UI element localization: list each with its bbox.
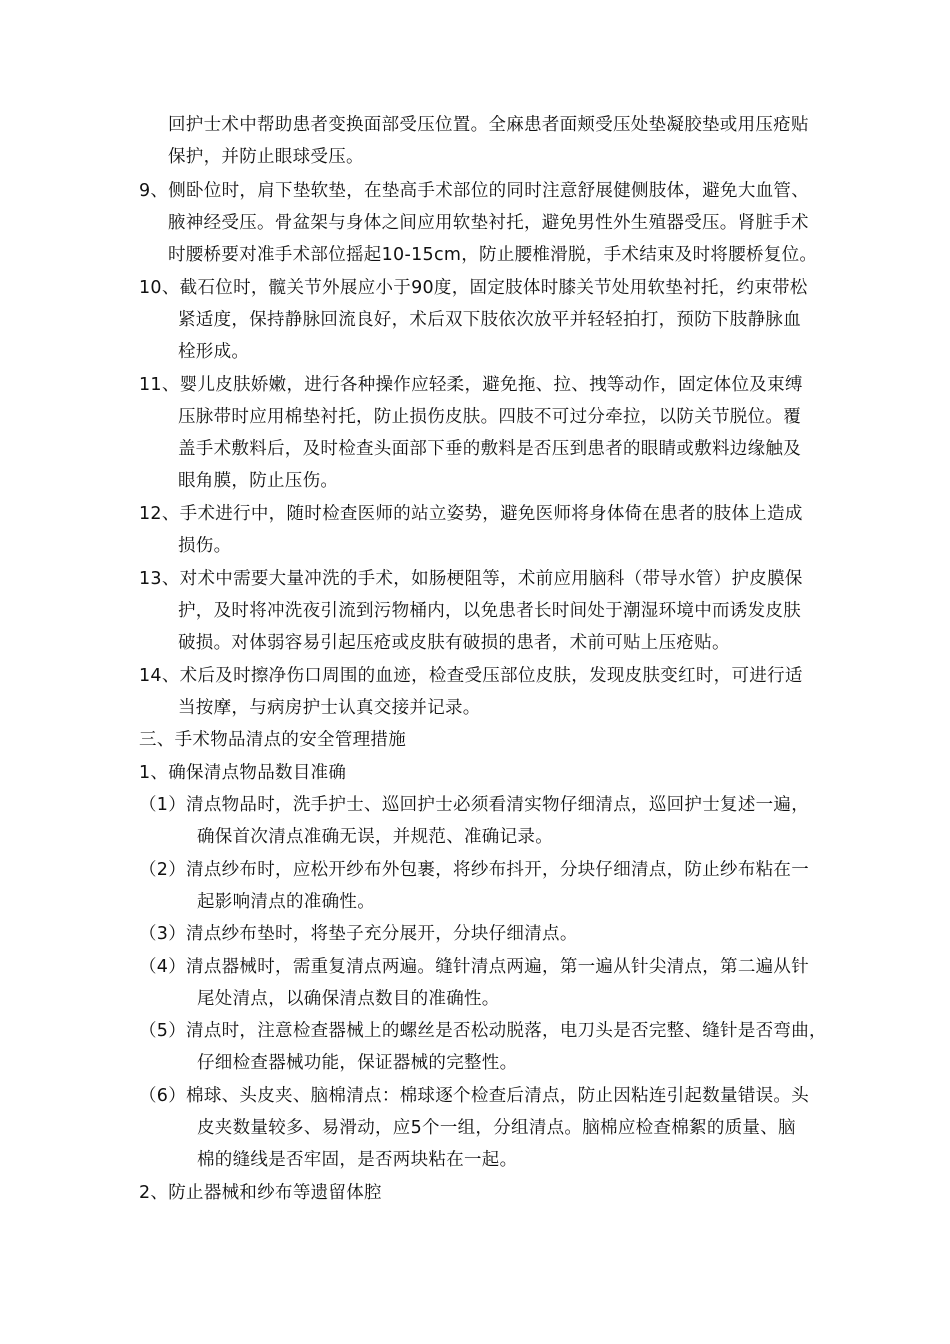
text-line: 回护士术中帮助患者变换面部受压位置。全麻患者面颊受压处垫凝胶垫或用压疮贴 (168, 115, 809, 135)
text-line: 紧适度，保持静脉回流良好，术后双下肢依次放平并轻轻拍打，预防下肢静脉血 (178, 310, 801, 330)
list-item-6: （6）棉球、头皮夹、脑棉清点：棉球逐个检查后清点，防止因粘连引起数量错误。头 (139, 1086, 810, 1106)
text-line: 保护，并防止眼球受压。 (168, 147, 364, 167)
list-item-13: 13、对术中需要大量冲洗的手术，如肠梗阻等，术前应用脑科（带导水管）护皮膜保 (139, 569, 803, 589)
text-line: 破损。对体弱容易引起压疮或皮肤有破损的患者，术前可贴上压疮贴。 (178, 633, 730, 653)
text-line: 确保首次清点准确无误，并规范、准确记录。 (197, 827, 553, 847)
text-line: 压脉带时应用棉垫衬托，防止损伤皮肤。四肢不可过分牵拉，以防关节脱位。覆 (178, 407, 801, 427)
text-line: 当按摩，与病房护士认真交接并记录。 (178, 698, 481, 718)
list-item-9: 9、侧卧位时，肩下垫软垫，在垫高手术部位的同时注意舒展健侧肢体，避免大血管、 (139, 181, 810, 201)
list-item-2: （2）清点纱布时，应松开纱布外包裹，将纱布抖开，分块仔细清点，防止纱布粘在一 (139, 860, 810, 880)
text-line: 皮夹数量较多、易滑动，应5个一组，分组清点。脑棉应检查棉絮的质量、脑 (197, 1118, 796, 1138)
text-line: 护，及时将冲洗夜引流到污物桶内，以免患者长时间处于潮湿环境中而诱发皮肤 (178, 601, 801, 621)
list-item-10: 10、截石位时，髋关节外展应小于90度，固定肢体时膝关节处用软垫衬托，约束带松 (139, 278, 808, 298)
section-heading: 三、手术物品清点的安全管理措施 (139, 730, 406, 750)
text-line: 棉的缝线是否牢固，是否两块粘在一起。 (197, 1150, 518, 1170)
list-item-14: 14、术后及时擦净伤口周围的血迹，检查受压部位皮肤，发现皮肤变红时，可进行适 (139, 666, 803, 686)
subsection-heading: 2、防止器械和纱布等遗留体腔 (139, 1183, 382, 1203)
text-line: 时腰桥要对准手术部位摇起10-15cm，防止腰椎滑脱，手术结束及时将腰桥复位。 (168, 245, 818, 265)
text-line: 盖手术敷料后，及时检查头面部下垂的敷料是否压到患者的眼睛或敷料边缘触及 (178, 439, 801, 459)
text-line: 栓形成。 (178, 342, 250, 362)
list-item-5: （5）清点时，注意检查器械上的螺丝是否松动脱落，电刀头是否完整、缝针是否弯曲， (139, 1021, 827, 1041)
text-line: 腋神经受压。骨盆架与身体之间应用软垫衬托，避免男性外生殖器受压。肾脏手术 (168, 213, 809, 233)
list-item-4: （4）清点器械时，需重复清点两遍。缝针清点两遍，第一遍从针尖清点，第二遍从针 (139, 957, 810, 977)
list-item-1: （1）清点物品时，洗手护士、巡回护士必须看清实物仔细清点，巡回护士复述一遍， (139, 795, 810, 815)
text-line: 尾处清点，以确保清点数目的准确性。 (197, 989, 500, 1009)
list-item-11: 11、婴儿皮肤娇嫩，进行各种操作应轻柔，避免拖、拉、拽等动作，固定体位及束缚 (139, 375, 803, 395)
text-line: 起影响清点的准确性。 (197, 892, 375, 912)
list-item-12: 12、手术进行中，随时检查医师的站立姿势，避免医师将身体倚在患者的肢体上造成 (139, 504, 803, 524)
text-line: 损伤。 (178, 536, 232, 556)
list-item-3: （3）清点纱布垫时，将垫子充分展开，分块仔细清点。 (139, 924, 578, 944)
text-line: 眼角膜，防止压伤。 (178, 471, 339, 491)
text-line: 仔细检查器械功能，保证器械的完整性。 (197, 1053, 518, 1073)
subsection-heading: 1、确保清点物品数目准确 (139, 763, 347, 783)
